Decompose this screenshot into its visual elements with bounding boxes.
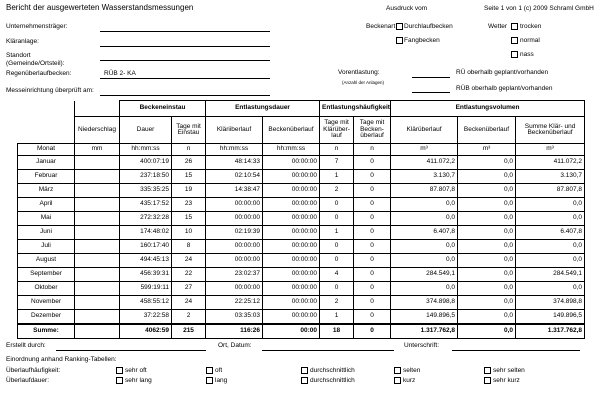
value-cell: 1.317.762,8: [391, 324, 458, 339]
frequency-option-label: sehr oft: [125, 367, 147, 374]
value-cell: 15: [172, 212, 206, 226]
value-cell: 00:00:00: [263, 198, 320, 212]
value-cell: 87.807,8: [516, 184, 585, 198]
duration-checkbox-2[interactable]: [301, 377, 308, 384]
table-row: [18, 226, 585, 240]
value-cell: 0,0: [458, 184, 516, 198]
ru-upstream-field[interactable]: [412, 77, 450, 78]
sub-header: Summe Klär- und Beckenüberlauf: [516, 117, 585, 144]
value-cell: 00:00:00: [206, 282, 263, 296]
value-cell: 0: [354, 310, 391, 325]
month-cell: September: [18, 268, 75, 282]
value-cell: 0,0: [516, 198, 585, 212]
sub-header: Beckenüberlauf: [263, 117, 320, 144]
duration-option-label: durchschnittlich: [310, 377, 355, 384]
value-cell: 4062:59: [120, 324, 172, 339]
value-cell: 0,0: [458, 170, 516, 184]
overflow-basin-label: Regenüberlaufbecken:: [6, 70, 72, 77]
month-cell: März: [18, 184, 75, 198]
unit-cell: m³: [458, 144, 516, 156]
month-cell: Juli: [18, 240, 75, 254]
overflow-duration-label: Überlaufdauer:: [6, 377, 49, 384]
value-cell: 14:38:47: [206, 184, 263, 198]
frequency-option-label: durchschnittlich: [310, 367, 355, 374]
frequency-option-label: oft: [215, 367, 223, 374]
value-cell: [75, 310, 120, 325]
value-cell: 0,0: [458, 324, 516, 339]
operator-field[interactable]: [100, 31, 270, 32]
table-row: [18, 198, 585, 212]
place-date-label: Ort, Datum:: [218, 342, 252, 349]
value-cell: 00:00: [263, 324, 320, 339]
sum-label-cell: Summe:: [18, 324, 75, 339]
value-cell: 8: [172, 240, 206, 254]
value-cell: 1: [320, 170, 354, 184]
value-cell: [75, 296, 120, 310]
overflow-basin-field[interactable]: [100, 78, 270, 79]
value-cell: 4: [320, 268, 354, 282]
value-cell: 272:32:28: [120, 212, 172, 226]
value-cell: 00:00:00: [263, 310, 320, 325]
value-cell: 1: [320, 226, 354, 240]
weather-dry-label: trocken: [520, 23, 542, 30]
unit-cell: hh:mm:ss: [206, 144, 263, 156]
frequency-option-label: sehr selten: [493, 367, 525, 374]
plant-label: Kläranlage:: [6, 38, 39, 45]
value-cell: 2: [320, 296, 354, 310]
value-cell: 116:26: [206, 324, 263, 339]
weather-label: Wetter: [488, 23, 508, 30]
value-cell: 0: [354, 254, 391, 268]
value-cell: 2: [320, 184, 354, 198]
value-cell: 00:00:00: [263, 226, 320, 240]
value-cell: 48:14:33: [206, 156, 263, 170]
month-cell: Mai: [18, 212, 75, 226]
value-cell: 0,0: [458, 310, 516, 325]
duration-option-label: sehr lang: [125, 377, 152, 384]
unit-cell: n: [172, 144, 206, 156]
frequency-checkbox-4[interactable]: [484, 367, 491, 374]
overflow-frequency-label: Überlaufhäufigkeit:: [6, 367, 61, 374]
value-cell: 0,0: [391, 254, 458, 268]
device-checked-label: Messeinrichtung überprüft am:: [6, 87, 94, 94]
table-row: [18, 282, 585, 296]
frequency-option-label: selten: [403, 367, 421, 374]
blank-cell: [18, 101, 75, 117]
table-row: [18, 212, 585, 226]
value-cell: 0,0: [391, 212, 458, 226]
blank-cell: [18, 117, 75, 144]
sub-header: Niederschlag: [75, 117, 120, 144]
month-cell: August: [18, 254, 75, 268]
printout-label: Ausdruck vom: [386, 5, 428, 12]
table-row: [18, 240, 585, 254]
value-cell: 00:00:00: [263, 282, 320, 296]
duration-option-label: kurz: [403, 377, 416, 384]
fangbecken-checkbox[interactable]: [396, 37, 403, 44]
table-row: [18, 254, 585, 268]
value-cell: 37:22:58: [120, 310, 172, 325]
place-date-field[interactable]: [262, 350, 394, 351]
location-label: Standort (Gemeinde/Ortsteil):: [6, 52, 65, 67]
value-cell: 0: [320, 240, 354, 254]
value-cell: 284.549,1: [516, 268, 585, 282]
value-cell: [75, 254, 120, 268]
sub-header: Tage mit Klärüber-lauf: [320, 117, 354, 144]
value-cell: 215: [172, 324, 206, 339]
value-cell: 0: [354, 268, 391, 282]
value-cell: 237:18:50: [120, 170, 172, 184]
page-info: Seite 1 von 1 (c) 2009 Schraml GmbH: [484, 5, 594, 12]
value-cell: [75, 156, 120, 170]
rub-upstream-field[interactable]: [412, 92, 450, 93]
month-cell: April: [18, 198, 75, 212]
durchlaufbecken-checkbox[interactable]: [396, 23, 403, 30]
value-cell: [75, 324, 120, 339]
value-cell: 03:35:03: [206, 310, 263, 325]
value-cell: 174:48:02: [120, 226, 172, 240]
month-cell: Dezember: [18, 310, 75, 325]
value-cell: 374.898,8: [391, 296, 458, 310]
value-cell: 23: [172, 198, 206, 212]
value-cell: 0,0: [516, 212, 585, 226]
value-cell: 00:00:00: [263, 170, 320, 184]
frequency-checkbox-0[interactable]: [116, 367, 123, 374]
duration-option-label: sehr kurz: [493, 377, 520, 384]
duration-option-label: lang: [215, 377, 228, 384]
value-cell: 0,0: [391, 240, 458, 254]
value-cell: 0,0: [516, 240, 585, 254]
value-cell: 599:19:11: [120, 282, 172, 296]
discharge-label: Vorentlastung:: [338, 69, 380, 76]
value-cell: 15: [172, 170, 206, 184]
table-unit-row: [18, 144, 585, 156]
weather-wet-label: nass: [520, 51, 534, 58]
table-row: [18, 170, 585, 184]
value-cell: 0: [320, 198, 354, 212]
value-cell: 24: [172, 254, 206, 268]
value-cell: 10: [172, 226, 206, 240]
group-header-entlastungshaeufigkeit: Entlastungshäufigkeit: [320, 101, 391, 117]
value-cell: 0,0: [458, 156, 516, 170]
value-cell: 0,0: [458, 226, 516, 240]
unit-cell: m³: [391, 144, 458, 156]
table-row: [18, 156, 585, 170]
measurement-table: [17, 100, 585, 339]
value-cell: 0: [354, 156, 391, 170]
value-cell: 0,0: [458, 212, 516, 226]
value-cell: 2: [172, 310, 206, 325]
duration-checkbox-0[interactable]: [116, 377, 123, 384]
device-checked-field[interactable]: [100, 95, 270, 96]
value-cell: 22:25:12: [206, 296, 263, 310]
table-group-header-row: [18, 101, 585, 117]
discharge-sub: (Anzahl der Anlagen): [342, 80, 385, 85]
value-cell: 0: [320, 212, 354, 226]
fangbecken-label: Fangbecken: [404, 37, 440, 44]
group-header-entlastungsdauer: Entlastungsdauer: [206, 101, 320, 117]
value-cell: 0: [320, 282, 354, 296]
basin-type-label: Beckenart: [366, 23, 396, 30]
month-cell: Oktober: [18, 282, 75, 296]
unit-cell: hh:mm:ss: [263, 144, 320, 156]
duration-checkbox-3[interactable]: [394, 377, 401, 384]
value-cell: 00:00:00: [206, 254, 263, 268]
table-row: [18, 268, 585, 282]
duration-checkbox-1[interactable]: [206, 377, 213, 384]
unit-cell: m³: [516, 144, 585, 156]
value-cell: 335:35:25: [120, 184, 172, 198]
unit-cell: mm: [75, 144, 120, 156]
plant-field[interactable]: [100, 46, 270, 47]
value-cell: 00:00:00: [263, 268, 320, 282]
sub-header: Beckenüberlauf: [458, 117, 516, 144]
value-cell: 0: [354, 212, 391, 226]
table-sum-row: [18, 324, 585, 339]
value-cell: 0,0: [458, 268, 516, 282]
value-cell: 00:00:00: [263, 240, 320, 254]
ru-upstream-label: RÜ oberhalb geplant/vorhanden: [456, 69, 549, 76]
value-cell: 0,0: [516, 282, 585, 296]
value-cell: 0: [354, 226, 391, 240]
value-cell: 411.072,2: [516, 156, 585, 170]
value-cell: 0,0: [458, 296, 516, 310]
value-cell: 6.407,8: [516, 226, 585, 240]
value-cell: [75, 226, 120, 240]
unit-cell: Monat: [18, 144, 75, 156]
value-cell: 00:00:00: [206, 198, 263, 212]
value-cell: 374.898,8: [516, 296, 585, 310]
month-cell: Januar: [18, 156, 75, 170]
value-cell: [75, 198, 120, 212]
prepared-by-field[interactable]: [56, 350, 206, 351]
weather-normal-label: normal: [520, 37, 540, 44]
signature-label: Unterschrift:: [404, 342, 440, 349]
value-cell: 284.549,1: [391, 268, 458, 282]
sub-header: Tage mit Becken-überlauf: [354, 117, 391, 144]
unit-cell: n: [320, 144, 354, 156]
overflow-basin-value: RÜB 2- KA: [104, 70, 136, 77]
value-cell: 0: [354, 184, 391, 198]
sub-header: Tage mit Einstau: [172, 117, 206, 144]
value-cell: 00:00:00: [263, 184, 320, 198]
rub-upstream-label: RÜB oberhalb geplant/vorhanden: [456, 85, 553, 92]
month-cell: November: [18, 296, 75, 310]
value-cell: 0,0: [391, 282, 458, 296]
value-cell: 0,0: [391, 198, 458, 212]
value-cell: 160:17:40: [120, 240, 172, 254]
unit-cell: hh:mm:ss: [120, 144, 172, 156]
value-cell: 456:39:31: [120, 268, 172, 282]
value-cell: [75, 240, 120, 254]
value-cell: [75, 184, 120, 198]
table-row: [18, 184, 585, 198]
value-cell: 02:19:39: [206, 226, 263, 240]
value-cell: 0: [354, 240, 391, 254]
group-header-entlastungsvolumen: Entlastungsvolumen: [391, 101, 585, 117]
value-cell: [75, 212, 120, 226]
value-cell: 400:07:19: [120, 156, 172, 170]
weather-dry-checkbox[interactable]: [511, 23, 518, 30]
unit-cell: n: [354, 144, 391, 156]
value-cell: 19: [172, 184, 206, 198]
table-body: [18, 156, 585, 339]
duration-checkbox-4[interactable]: [484, 377, 491, 384]
frequency-checkbox-1[interactable]: [206, 367, 213, 374]
table-row: [18, 310, 585, 325]
value-cell: [75, 282, 120, 296]
sub-header: Dauer: [120, 117, 172, 144]
value-cell: 27: [172, 282, 206, 296]
value-cell: 00:00:00: [206, 240, 263, 254]
value-cell: [75, 170, 120, 184]
group-header-beckeneinstau: Beckeneinstau: [120, 101, 206, 117]
value-cell: 0: [354, 296, 391, 310]
value-cell: 00:00:00: [263, 254, 320, 268]
value-cell: 0: [354, 324, 391, 339]
value-cell: 1: [320, 310, 354, 325]
value-cell: 0,0: [458, 254, 516, 268]
value-cell: 00:00:00: [263, 296, 320, 310]
value-cell: 3.130,7: [516, 170, 585, 184]
table-row: [18, 296, 585, 310]
value-cell: 0: [354, 282, 391, 296]
value-cell: 0: [354, 198, 391, 212]
prepared-by-label: Erstellt durch:: [6, 342, 46, 349]
value-cell: 149.896,5: [516, 310, 585, 325]
sub-header: Klärüberlauf: [391, 117, 458, 144]
value-cell: 0: [320, 254, 354, 268]
operator-label: Unternehmensträger:: [6, 23, 68, 30]
ranking-title: Einordnung anhand Ranking-Tabellen:: [6, 356, 117, 363]
report-title: Bericht der ausgewerteten Wasserstandsmessungen: [6, 3, 194, 12]
value-cell: 87.807,8: [391, 184, 458, 198]
frequency-checkbox-2[interactable]: [301, 367, 308, 374]
value-cell: 26: [172, 156, 206, 170]
value-cell: 7: [320, 156, 354, 170]
value-cell: 6.407,8: [391, 226, 458, 240]
value-cell: 23:02:37: [206, 268, 263, 282]
value-cell: 0,0: [458, 198, 516, 212]
value-cell: 0,0: [516, 254, 585, 268]
value-cell: 1.317.762,8: [516, 324, 585, 339]
value-cell: 0,0: [458, 240, 516, 254]
value-cell: 00:00:00: [206, 212, 263, 226]
value-cell: [75, 268, 120, 282]
blank-cell: [75, 101, 120, 117]
durchlaufbecken-label: Durchlaufbecken: [404, 23, 453, 30]
value-cell: 00:00:00: [263, 156, 320, 170]
value-cell: 3.130,7: [391, 170, 458, 184]
value-cell: 0: [354, 170, 391, 184]
month-cell: Juni: [18, 226, 75, 240]
value-cell: 22: [172, 268, 206, 282]
value-cell: 18: [320, 324, 354, 339]
sub-header: Kläriiberlauf: [206, 117, 263, 144]
value-cell: 0,0: [458, 282, 516, 296]
value-cell: 02:10:54: [206, 170, 263, 184]
value-cell: 149.896,5: [391, 310, 458, 325]
value-cell: 435:17:52: [120, 198, 172, 212]
signature-field[interactable]: [452, 350, 580, 351]
value-cell: 458:55:12: [120, 296, 172, 310]
table-sub-header-row: [18, 117, 585, 144]
value-cell: 494:45:13: [120, 254, 172, 268]
value-cell: 00:00:00: [263, 212, 320, 226]
frequency-checkbox-3[interactable]: [394, 367, 401, 374]
month-cell: Februar: [18, 170, 75, 184]
location-field[interactable]: [100, 60, 270, 61]
value-cell: 411.072,2: [391, 156, 458, 170]
value-cell: 24: [172, 296, 206, 310]
weather-normal-checkbox[interactable]: [511, 37, 518, 44]
weather-wet-checkbox[interactable]: [511, 51, 518, 58]
